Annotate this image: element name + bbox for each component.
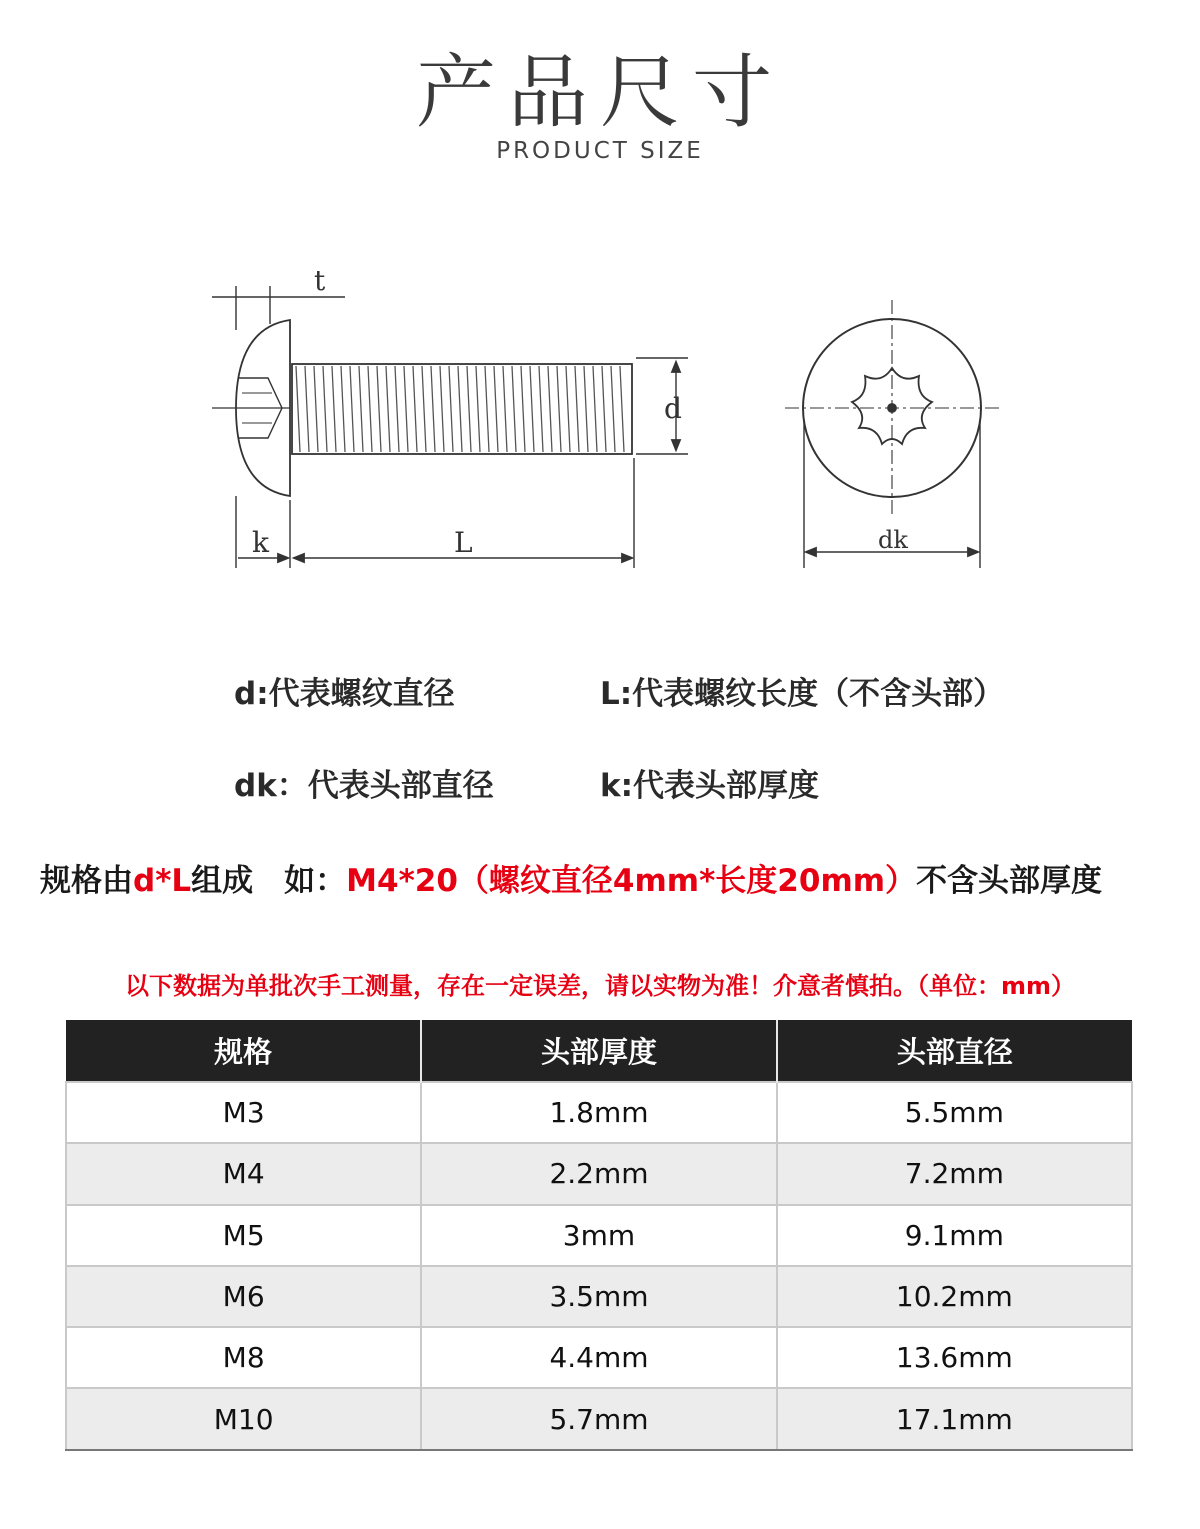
cell-spec: M8 bbox=[66, 1327, 421, 1388]
spec-suffix: 不含头部厚度 bbox=[916, 863, 1103, 899]
spec-middle: 组成 如： bbox=[191, 863, 347, 899]
cell-head-thickness: 3.5mm bbox=[421, 1266, 776, 1327]
cell-head-diameter: 13.6mm bbox=[777, 1327, 1132, 1388]
page-subtitle: PRODUCT SIZE bbox=[496, 138, 704, 164]
header-spec: 规格 bbox=[66, 1020, 421, 1082]
spec-prefix: 规格由 bbox=[40, 863, 133, 899]
table-row bbox=[66, 1327, 1132, 1388]
table-row bbox=[66, 1266, 1132, 1327]
table-row bbox=[66, 1388, 1132, 1449]
label-k: k bbox=[252, 526, 269, 559]
label-d: d bbox=[664, 392, 682, 425]
header-head-thickness: 头部厚度 bbox=[421, 1020, 776, 1082]
cell-spec: M6 bbox=[66, 1266, 421, 1327]
legend-dk: dk：代表头部直径 bbox=[234, 768, 494, 804]
legend-d: d:代表螺纹直径 bbox=[234, 676, 455, 712]
cell-spec: M10 bbox=[66, 1388, 421, 1449]
table-row bbox=[66, 1205, 1132, 1266]
spec-formula: d*L bbox=[133, 863, 192, 899]
cell-spec: M5 bbox=[66, 1205, 421, 1266]
cell-head-diameter: 10.2mm bbox=[777, 1266, 1132, 1327]
legend-k: k:代表头部厚度 bbox=[600, 768, 820, 804]
legend-L: L:代表螺纹长度（不含头部） bbox=[600, 676, 1005, 712]
cell-head-thickness: 2.2mm bbox=[421, 1143, 776, 1204]
label-dk: dk bbox=[878, 526, 908, 554]
cell-spec: M4 bbox=[66, 1143, 421, 1204]
cell-head-thickness: 4.4mm bbox=[421, 1327, 776, 1388]
cell-head-thickness: 3mm bbox=[421, 1205, 776, 1266]
cell-spec: M3 bbox=[66, 1082, 421, 1143]
page-title: 产品尺寸 bbox=[416, 46, 784, 139]
size-table bbox=[65, 1020, 1133, 1451]
cell-head-thickness: 1.8mm bbox=[421, 1082, 776, 1143]
table-header-row bbox=[66, 1020, 1132, 1082]
thread-lines bbox=[296, 366, 624, 452]
screw-dimension-drawing bbox=[0, 250, 1200, 610]
measurement-notice: 以下数据为单批次手工测量，存在一定误差，请以实物为准！介意者慎拍。（单位：mm） bbox=[124, 972, 1075, 1000]
cell-head-diameter: 5.5mm bbox=[777, 1082, 1132, 1143]
table-row bbox=[66, 1082, 1132, 1143]
cell-head-thickness: 5.7mm bbox=[421, 1388, 776, 1449]
spec-explanation bbox=[40, 855, 1102, 900]
cell-head-diameter: 17.1mm bbox=[777, 1388, 1132, 1449]
label-L: L bbox=[454, 526, 473, 559]
cell-head-diameter: 9.1mm bbox=[777, 1205, 1132, 1266]
header-head-diameter: 头部直径 bbox=[777, 1020, 1132, 1082]
table-row bbox=[66, 1143, 1132, 1204]
label-t: t bbox=[314, 264, 326, 297]
cell-head-diameter: 7.2mm bbox=[777, 1143, 1132, 1204]
spec-example: M4*20（螺纹直径4mm*长度20mm） bbox=[346, 863, 917, 899]
